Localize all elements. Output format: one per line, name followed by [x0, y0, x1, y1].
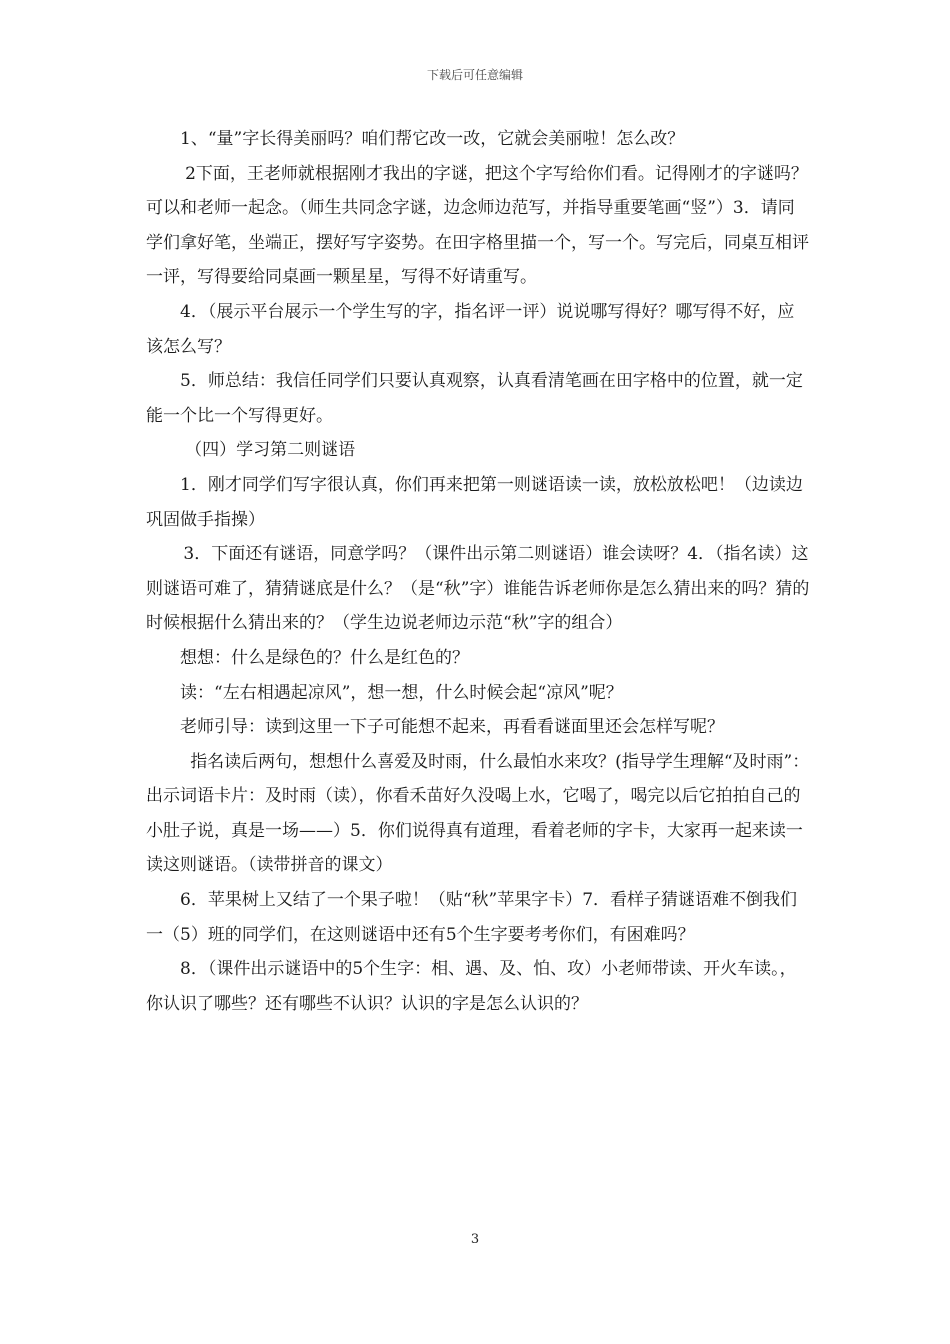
paragraph-3: 4．（展示平台展示一个学生写的字，指名评一评）说说哪写得好？哪写得不好，应该怎么写？ — [146, 301, 795, 357]
section-heading: （四）学习第二则谜语 — [185, 440, 356, 461]
paragraph-8: 读：“左右相遇起凉风”，想一想，什么时候会起“凉风”呢？ — [180, 682, 623, 703]
paragraph-9: 老师引导：读到这里一下子可能想不起来，再看看谜面里还会怎样写呢？ — [180, 717, 724, 738]
document-body — [146, 122, 810, 1021]
paragraph-7: 想想：什么是绿色的？什么是红色的？ — [180, 647, 469, 668]
paragraph-10: 指名读后两句，想想什么喜爱及时雨，什么最怕水来攻？(指导学生理解“及时雨”：出示词语卡片：及时雨（读），你看禾苗好久没喝上水，它喝了，喝完以后它拍拍自己的小肚子说，真是一场——）5．你们说得真有道理，看着老师的字卡，大家再一起来读一读这则谜语。（读带拼音的课文） — [146, 751, 810, 876]
paragraph-4: 5．师总结：我信任同学们只要认真观察，认真看清笔画在田字格中的位置，就一定能一个比一个写得更好。 — [146, 371, 803, 426]
paragraph-5: 1．刚才同学们写字很认真，你们再来把第一则谜语读一读，放松放松吧！（边读边巩固做手指操） — [146, 474, 803, 530]
paragraph-1: 1、“量”字长得美丽吗？咱们帮它改一改，它就会美丽啦！怎么改？ — [180, 129, 685, 149]
page-header: 下载后可任意编辑 — [426, 68, 523, 82]
page-number: 3 — [470, 1232, 480, 1247]
paragraph-2: 2下面，王老师就根据刚才我出的字谜，把这个字写给你们看。记得刚才的字谜吗？可以和老师一起念。（师生共同念字谜，边念师边范写，并指导重要笔画“竖”）3．请同学们拿好笔，坐端正，摆好写字姿势。在田字格里描一个，写一个。写完后，同桌互相评一评，写得要给同桌画一颗星星，写得不好请重写。 — [146, 163, 809, 288]
paragraph-6: 3．下面还有谜语，同意学吗？（课件出示第二则谜语）谁会读呀？4．（指名读）这则谜语可难了，猜猜谜底是什么？（是“秋”字）谁能告诉老师你是怎么猜出来的吗？猜的时候根据什么猜出来的？（学生边说老师边示范“秋”字的组合） — [146, 544, 810, 634]
paragraph-12: 8．（课件出示谜语中的5个生字：相、遇、及、怕、攻）小老师带读、开火车读。，你认识了哪些？还有哪些不认识？认识的字是怎么认识的？ — [146, 959, 797, 1014]
paragraph-11: 6．苹果树上又结了一个果子啦！（贴“秋”苹果字卡）7．看样子猜谜语难不倒我们一（5）班的同学们，在这则谜语中还有5个生字要考考你们，有困难吗？ — [146, 890, 798, 945]
